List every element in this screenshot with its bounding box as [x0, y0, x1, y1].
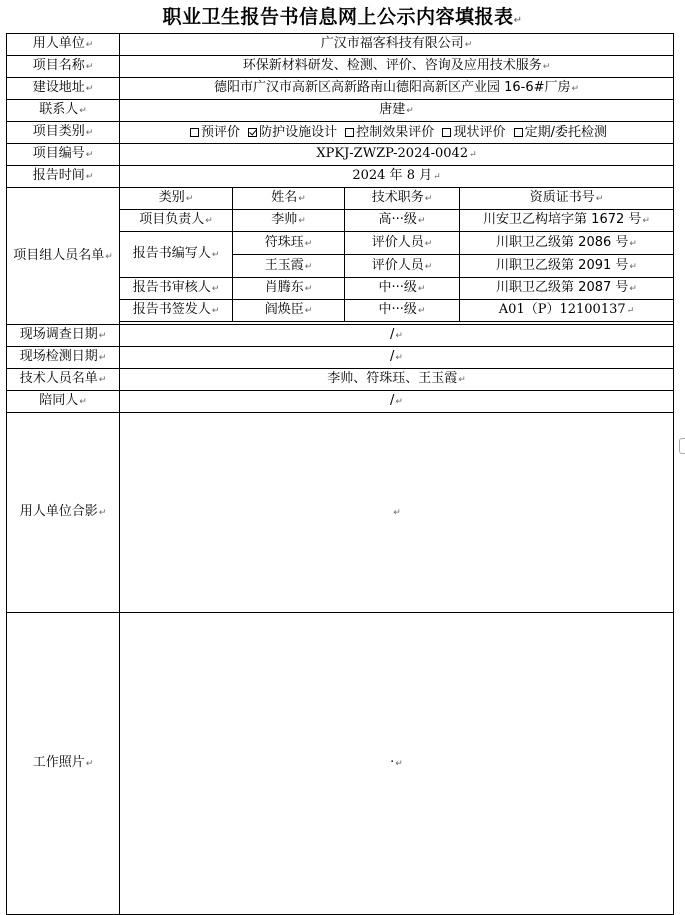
checkbox-icon[interactable]	[514, 128, 523, 137]
team-header-cert: 资质证书号↵	[460, 188, 674, 210]
survey-date-value[interactable]: /↵	[120, 325, 674, 347]
row-detect-date	[7, 347, 674, 369]
category-option[interactable]: 定期/委托检测	[510, 125, 607, 140]
team-role: 报告书编写人↵	[120, 232, 233, 278]
row-report-time	[7, 166, 674, 188]
team-role: 报告书签发人↵	[120, 300, 233, 322]
row-group-photo	[7, 413, 674, 613]
team-header-name: 姓名↵	[233, 188, 345, 210]
employer-value[interactable]: 广汉市福客科技有限公司↵	[120, 34, 674, 56]
work-photo-label: 工作照片↵	[7, 613, 120, 915]
team-member-title[interactable]: 中···级↵	[345, 278, 460, 300]
side-scroll-handle[interactable]	[679, 438, 685, 454]
accompany-label: 陪同人↵	[7, 391, 120, 413]
category-option[interactable]: 控制效果评价	[341, 125, 434, 140]
paragraph-mark: ↵	[513, 15, 523, 26]
row-survey-date	[7, 325, 674, 347]
report-time-value[interactable]: 2024 年 8 月↵	[120, 166, 674, 188]
team-role: 项目负责人↵	[120, 210, 233, 232]
team-member-cert[interactable]: 川职卫乙级第 2091 号↵	[460, 255, 674, 278]
team-header-row	[7, 188, 674, 210]
checkbox-icon[interactable]	[190, 128, 199, 137]
row-work-photo	[7, 613, 674, 915]
team-member-name[interactable]: 符珠珏↵	[233, 232, 345, 255]
contact-value[interactable]: 唐建↵	[120, 100, 674, 122]
group-photo-label: 用人单位合影↵	[7, 413, 120, 613]
work-photo-area[interactable]: ·↵	[120, 613, 674, 915]
group-photo-area[interactable]: ↵	[120, 413, 674, 613]
row-contact	[7, 100, 674, 122]
team-member-name[interactable]: 李帅↵	[233, 210, 345, 232]
team-member-cert[interactable]: 川职卫乙级第 2086 号↵	[460, 232, 674, 255]
category-label: 项目类别↵	[7, 122, 120, 144]
category-option[interactable]: 防护设施设计	[244, 125, 337, 140]
project-name-value[interactable]: 环保新材料研发、检测、评价、咨询及应用技术服务↵	[120, 56, 674, 78]
team-member-title[interactable]: 评价人员↵	[345, 232, 460, 255]
checkbox-icon[interactable]	[442, 128, 451, 137]
row-project-name	[7, 56, 674, 78]
team-member-cert[interactable]: A01（P）12100137↵	[460, 300, 674, 322]
row-employer	[7, 34, 674, 56]
detect-date-label: 现场检测日期↵	[7, 347, 120, 369]
project-no-label: 项目编号↵	[7, 144, 120, 166]
accompany-value[interactable]: /↵	[120, 391, 674, 413]
address-label: 建设地址↵	[7, 78, 120, 100]
team-header-category: 类别↵	[120, 188, 233, 210]
category-option[interactable]: 预评价	[186, 125, 240, 140]
checkbox-icon[interactable]	[345, 128, 354, 137]
team-member-name[interactable]: 阎焕臣↵	[233, 300, 345, 322]
row-project-no	[7, 144, 674, 166]
tech-staff-value[interactable]: 李帅、符珠珏、王玉霞↵	[120, 369, 674, 391]
team-member-name[interactable]: 王玉霞↵	[233, 255, 345, 278]
project-name-label: 项目名称↵	[7, 56, 120, 78]
category-options	[120, 122, 674, 144]
team-member-name[interactable]: 肖腾东↵	[233, 278, 345, 300]
team-member-cert[interactable]: 川职卫乙级第 2087 号↵	[460, 278, 674, 300]
team-member-title[interactable]: 中···级↵	[345, 300, 460, 322]
row-accompany	[7, 391, 674, 413]
checkbox-checked-icon[interactable]	[248, 128, 257, 137]
tech-staff-label: 技术人员名单↵	[7, 369, 120, 391]
report-time-label: 报告时间↵	[7, 166, 120, 188]
team-header-title: 技术职务↵	[345, 188, 460, 210]
team-member-cert[interactable]: 川安卫乙构培字第 1672 号↵	[460, 210, 674, 232]
form-title: 职业卫生报告书信息网上公示内容填报表↵	[162, 6, 523, 28]
row-tech-staff	[7, 369, 674, 391]
team-member-title[interactable]: 评价人员↵	[345, 255, 460, 278]
employer-label: 用人单位↵	[7, 34, 120, 56]
row-address	[7, 78, 674, 100]
team-member-title[interactable]: 高···级↵	[345, 210, 460, 232]
disclosure-form-table	[6, 33, 674, 915]
team-label: 项目组人员名单↵	[7, 188, 120, 325]
project-no-value[interactable]: XPKJ-ZWZP-2024-0042↵	[120, 144, 674, 166]
category-option[interactable]: 现状评价	[438, 125, 505, 140]
contact-label: 联系人↵	[7, 100, 120, 122]
row-category	[7, 122, 674, 144]
address-value[interactable]: 德阳市广汉市高新区高新路南山德阳高新区产业园 16-6#厂房↵	[120, 78, 674, 100]
survey-date-label: 现场调查日期↵	[7, 325, 120, 347]
detect-date-value[interactable]: /↵	[120, 347, 674, 369]
team-role: 报告书审核人↵	[120, 278, 233, 300]
